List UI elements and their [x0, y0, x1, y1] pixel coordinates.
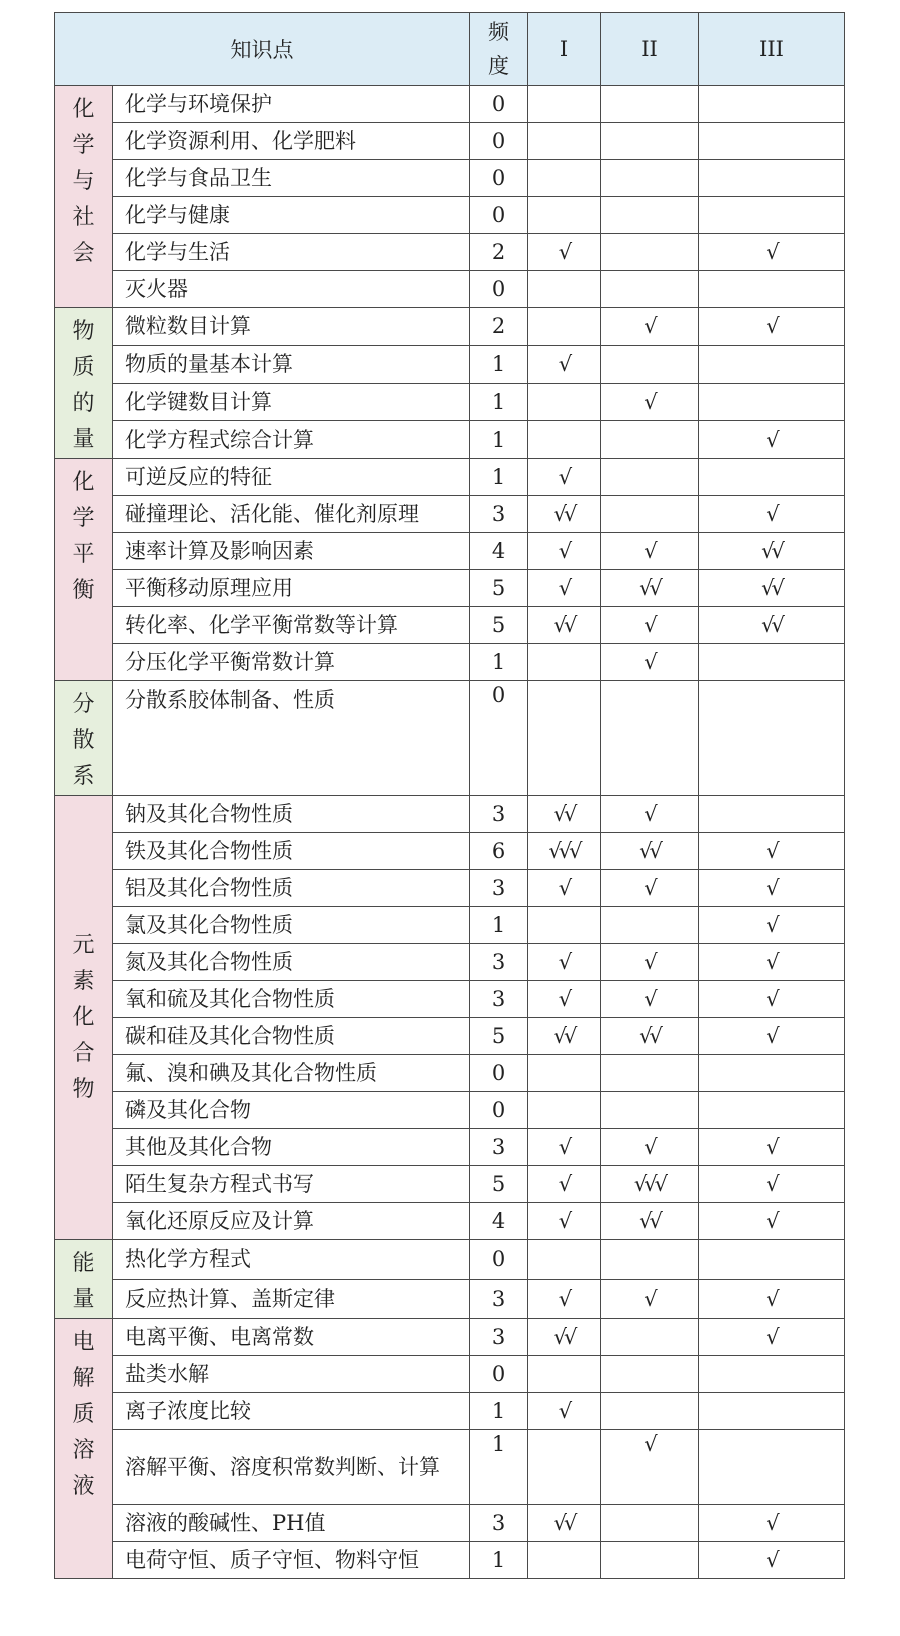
- frequency-cell: 0: [470, 681, 528, 796]
- table-row: [55, 1092, 845, 1129]
- check-cell-1: √√: [528, 1018, 601, 1055]
- check-cell-2: √√: [601, 570, 699, 607]
- frequency-cell: 3: [470, 1319, 528, 1356]
- category-cell: [55, 86, 113, 308]
- category-cell: [55, 1319, 113, 1579]
- topic-cell: 化学与食品卫生: [113, 160, 470, 197]
- frequency-cell: 3: [470, 944, 528, 981]
- check-cell-1: [528, 1430, 601, 1505]
- frequency-cell: 3: [470, 981, 528, 1018]
- frequency-cell: 1: [470, 1430, 528, 1505]
- check-cell-2: √: [601, 870, 699, 907]
- check-cell-2: [601, 234, 699, 271]
- check-cell-1: [528, 197, 601, 234]
- table-row: [55, 197, 845, 234]
- frequency-cell: 1: [470, 907, 528, 944]
- frequency-cell: 3: [470, 870, 528, 907]
- topic-cell: 氧和硫及其化合物性质: [113, 981, 470, 1018]
- check-cell-2: √: [601, 981, 699, 1018]
- check-cell-2: √: [601, 533, 699, 570]
- topic-cell: 速率计算及影响因素: [113, 533, 470, 570]
- check-cell-3: [699, 1430, 845, 1505]
- check-cell-3: [699, 644, 845, 681]
- table-row: [55, 944, 845, 981]
- category-char: 量: [72, 1287, 95, 1312]
- frequency-cell: 0: [470, 123, 528, 160]
- table-body: [55, 86, 845, 1579]
- check-cell-1: √: [528, 981, 601, 1018]
- frequency-cell: 0: [470, 271, 528, 308]
- category-char: 学: [72, 133, 95, 158]
- check-cell-1: √: [528, 1166, 601, 1203]
- frequency-cell: 0: [470, 197, 528, 234]
- check-cell-2: √: [601, 796, 699, 833]
- frequency-cell: 1: [470, 644, 528, 681]
- check-cell-1: [528, 383, 601, 421]
- category-char: 会: [72, 241, 95, 266]
- frequency-cell: 3: [470, 1279, 528, 1319]
- frequency-table-container: [54, 12, 844, 1579]
- check-cell-1: [528, 681, 601, 796]
- topic-cell: 溶解平衡、溶度积常数判断、计算: [113, 1430, 470, 1505]
- check-cell-3: √√: [699, 570, 845, 607]
- frequency-cell: 1: [470, 421, 528, 459]
- check-cell-3: √: [699, 1018, 845, 1055]
- category-char: 化: [72, 97, 95, 122]
- check-cell-1: [528, 1356, 601, 1393]
- check-cell-1: [528, 1092, 601, 1129]
- check-cell-3: √: [699, 308, 845, 346]
- topic-cell: 其他及其化合物: [113, 1129, 470, 1166]
- check-cell-1: √: [528, 1279, 601, 1319]
- topic-cell: 灭火器: [113, 271, 470, 308]
- check-cell-2: √: [601, 383, 699, 421]
- frequency-cell: 5: [470, 1018, 528, 1055]
- category-cell: [55, 1240, 113, 1319]
- check-cell-2: √: [601, 1129, 699, 1166]
- check-cell-1: [528, 123, 601, 160]
- table-row: [55, 496, 845, 533]
- check-cell-2: [601, 123, 699, 160]
- check-cell-1: √: [528, 570, 601, 607]
- frequency-cell: 3: [470, 1129, 528, 1166]
- check-cell-1: [528, 160, 601, 197]
- category-char: 与: [72, 169, 95, 194]
- category-char: 液: [72, 1474, 95, 1499]
- check-cell-3: [699, 271, 845, 308]
- check-cell-1: √: [528, 1203, 601, 1240]
- check-cell-3: [699, 681, 845, 796]
- check-cell-1: [528, 1240, 601, 1280]
- table-row: [55, 160, 845, 197]
- table-row: [55, 383, 845, 421]
- category-cell: [55, 681, 113, 796]
- check-cell-3: √√: [699, 533, 845, 570]
- frequency-cell: 0: [470, 1055, 528, 1092]
- check-cell-2: [601, 1393, 699, 1430]
- check-cell-3: [699, 1393, 845, 1430]
- check-cell-3: [699, 796, 845, 833]
- category-char: 平: [72, 542, 95, 567]
- check-cell-2: [601, 1356, 699, 1393]
- table-row: [55, 1430, 845, 1505]
- table-row: [55, 86, 845, 123]
- check-cell-3: √: [699, 1505, 845, 1542]
- category-char: 的: [72, 391, 95, 416]
- check-cell-2: √: [601, 944, 699, 981]
- table-row: [55, 1166, 845, 1203]
- check-cell-1: [528, 271, 601, 308]
- topic-cell: 离子浓度比较: [113, 1393, 470, 1430]
- check-cell-1: √: [528, 1129, 601, 1166]
- category-char: 学: [72, 506, 95, 531]
- check-cell-1: √: [528, 533, 601, 570]
- check-cell-2: [601, 1542, 699, 1579]
- check-cell-2: [601, 1092, 699, 1129]
- check-cell-1: √: [528, 345, 601, 383]
- topic-cell: 平衡移动原理应用: [113, 570, 470, 607]
- check-cell-2: [601, 907, 699, 944]
- topic-cell: 化学与健康: [113, 197, 470, 234]
- table-row: [55, 345, 845, 383]
- header-frequency: [470, 13, 528, 86]
- check-cell-3: [699, 345, 845, 383]
- check-cell-3: √: [699, 1129, 845, 1166]
- check-cell-1: √: [528, 234, 601, 271]
- table-row: [55, 1356, 845, 1393]
- check-cell-2: √: [601, 644, 699, 681]
- check-cell-1: √: [528, 944, 601, 981]
- category-cell: [55, 796, 113, 1240]
- check-cell-1: √√√: [528, 833, 601, 870]
- frequency-cell: 4: [470, 533, 528, 570]
- check-cell-2: [601, 421, 699, 459]
- check-cell-3: √: [699, 1279, 845, 1319]
- table-row: [55, 644, 845, 681]
- check-cell-3: √: [699, 981, 845, 1018]
- check-cell-2: [601, 496, 699, 533]
- table-row: [55, 459, 845, 496]
- category-char: 能: [72, 1251, 95, 1276]
- topic-cell: 反应热计算、盖斯定律: [113, 1279, 470, 1319]
- topic-cell: 化学键数目计算: [113, 383, 470, 421]
- topic-cell: 碰撞理论、活化能、催化剂原理: [113, 496, 470, 533]
- check-cell-3: √√: [699, 607, 845, 644]
- check-cell-1: [528, 86, 601, 123]
- knowledge-frequency-table: [54, 12, 845, 1579]
- check-cell-3: [699, 197, 845, 234]
- table-row: [55, 1542, 845, 1579]
- check-cell-1: [528, 644, 601, 681]
- topic-cell: 化学资源利用、化学肥料: [113, 123, 470, 160]
- table-row: [55, 870, 845, 907]
- topic-cell: 氟、溴和碘及其化合物性质: [113, 1055, 470, 1092]
- table-row: [55, 533, 845, 570]
- check-cell-2: [601, 345, 699, 383]
- category-char: 素: [72, 968, 95, 994]
- check-cell-3: [699, 1092, 845, 1129]
- check-cell-2: √√√: [601, 1166, 699, 1203]
- frequency-cell: 6: [470, 833, 528, 870]
- check-cell-3: [699, 1240, 845, 1280]
- check-cell-2: [601, 271, 699, 308]
- check-cell-3: √: [699, 833, 845, 870]
- topic-cell: 转化率、化学平衡常数等计算: [113, 607, 470, 644]
- check-cell-2: [601, 197, 699, 234]
- topic-cell: 热化学方程式: [113, 1240, 470, 1280]
- check-cell-3: [699, 123, 845, 160]
- check-cell-1: √: [528, 1393, 601, 1430]
- table-row: [55, 570, 845, 607]
- check-cell-2: √: [601, 607, 699, 644]
- header-col-2: II: [601, 13, 699, 86]
- check-cell-2: √: [601, 1279, 699, 1319]
- table-row: [55, 1279, 845, 1319]
- header-col-1: I: [528, 13, 601, 86]
- frequency-cell: 1: [470, 1542, 528, 1579]
- frequency-cell: 0: [470, 86, 528, 123]
- topic-cell: 电荷守恒、质子守恒、物料守恒: [113, 1542, 470, 1579]
- topic-cell: 盐类水解: [113, 1356, 470, 1393]
- header-col-3: III: [699, 13, 845, 86]
- category-char: 质: [72, 1402, 95, 1427]
- frequency-cell: 1: [470, 345, 528, 383]
- check-cell-3: [699, 86, 845, 123]
- check-cell-2: [601, 459, 699, 496]
- check-cell-2: [601, 1505, 699, 1542]
- check-cell-3: √: [699, 496, 845, 533]
- topic-cell: 磷及其化合物: [113, 1092, 470, 1129]
- category-char: 电: [72, 1330, 95, 1355]
- check-cell-1: √√: [528, 796, 601, 833]
- check-cell-1: [528, 1055, 601, 1092]
- check-cell-1: √√: [528, 496, 601, 533]
- header-topic: 知识点: [55, 13, 470, 86]
- topic-cell: 物质的量基本计算: [113, 345, 470, 383]
- frequency-cell: 0: [470, 1092, 528, 1129]
- frequency-cell: 2: [470, 234, 528, 271]
- category-char: 元: [72, 932, 95, 958]
- frequency-cell: 2: [470, 308, 528, 346]
- topic-cell: 铝及其化合物性质: [113, 870, 470, 907]
- check-cell-1: [528, 1542, 601, 1579]
- check-cell-3: √: [699, 234, 845, 271]
- frequency-cell: 5: [470, 1166, 528, 1203]
- check-cell-2: [601, 86, 699, 123]
- category-char: 分: [72, 692, 95, 717]
- check-cell-2: √: [601, 308, 699, 346]
- category-char: 物: [72, 319, 95, 344]
- check-cell-3: √: [699, 1319, 845, 1356]
- topic-cell: 微粒数目计算: [113, 308, 470, 346]
- table-row: [55, 981, 845, 1018]
- check-cell-3: [699, 383, 845, 421]
- check-cell-1: √: [528, 459, 601, 496]
- check-cell-3: [699, 1356, 845, 1393]
- category-cell: [55, 308, 113, 459]
- check-cell-3: √: [699, 421, 845, 459]
- frequency-cell: 5: [470, 570, 528, 607]
- category-char: 散: [72, 728, 95, 753]
- topic-cell: 碳和硅及其化合物性质: [113, 1018, 470, 1055]
- check-cell-2: √√: [601, 1203, 699, 1240]
- topic-cell: 氧化还原反应及计算: [113, 1203, 470, 1240]
- check-cell-3: [699, 1055, 845, 1092]
- category-char: 量: [72, 427, 95, 452]
- check-cell-1: [528, 421, 601, 459]
- category-char: 衡: [72, 578, 95, 603]
- check-cell-2: [601, 1055, 699, 1092]
- frequency-cell: 0: [470, 1356, 528, 1393]
- topic-cell: 化学与生活: [113, 234, 470, 271]
- table-row: [55, 681, 845, 796]
- table-row: [55, 1505, 845, 1542]
- topic-cell: 电离平衡、电离常数: [113, 1319, 470, 1356]
- table-row: [55, 1319, 845, 1356]
- topic-cell: 分压化学平衡常数计算: [113, 644, 470, 681]
- category-char: 质: [72, 355, 95, 380]
- check-cell-2: [601, 681, 699, 796]
- topic-cell: 氮及其化合物性质: [113, 944, 470, 981]
- check-cell-2: √√: [601, 1018, 699, 1055]
- category-char: 溶: [72, 1438, 95, 1463]
- table-row: [55, 607, 845, 644]
- topic-cell: 陌生复杂方程式书写: [113, 1166, 470, 1203]
- table-row: [55, 123, 845, 160]
- frequency-cell: 3: [470, 796, 528, 833]
- frequency-cell: 0: [470, 160, 528, 197]
- check-cell-2: [601, 160, 699, 197]
- check-cell-1: √√: [528, 607, 601, 644]
- category-cell: [55, 459, 113, 681]
- check-cell-2: [601, 1319, 699, 1356]
- category-char: 物: [72, 1076, 95, 1102]
- table-row: [55, 1018, 845, 1055]
- frequency-cell: 1: [470, 383, 528, 421]
- table-row: [55, 907, 845, 944]
- frequency-cell: 0: [470, 1240, 528, 1280]
- check-cell-3: √: [699, 1542, 845, 1579]
- category-char: 系: [72, 764, 95, 789]
- topic-cell: 钠及其化合物性质: [113, 796, 470, 833]
- check-cell-3: √: [699, 1203, 845, 1240]
- frequency-cell: 5: [470, 607, 528, 644]
- check-cell-3: √: [699, 1166, 845, 1203]
- frequency-cell: 4: [470, 1203, 528, 1240]
- check-cell-2: √: [601, 1430, 699, 1505]
- check-cell-1: √√: [528, 1319, 601, 1356]
- category-char: 合: [72, 1040, 95, 1066]
- table-row: [55, 1203, 845, 1240]
- table-row: [55, 796, 845, 833]
- topic-cell: 化学与环境保护: [113, 86, 470, 123]
- topic-cell: 铁及其化合物性质: [113, 833, 470, 870]
- category-char: 化: [72, 1004, 95, 1030]
- table-row: [55, 271, 845, 308]
- check-cell-2: [601, 1240, 699, 1280]
- category-char: 社: [72, 205, 95, 230]
- check-cell-1: √√: [528, 1505, 601, 1542]
- header-frequency-line1: 频: [488, 20, 509, 44]
- check-cell-3: √: [699, 907, 845, 944]
- table-row: [55, 1240, 845, 1280]
- table-row: [55, 308, 845, 346]
- table-row: [55, 833, 845, 870]
- check-cell-1: [528, 907, 601, 944]
- table-row: [55, 234, 845, 271]
- header-frequency-line2: 度: [488, 54, 509, 78]
- check-cell-1: [528, 308, 601, 346]
- topic-cell: 化学方程式综合计算: [113, 421, 470, 459]
- table-row: [55, 1055, 845, 1092]
- table-row: [55, 1129, 845, 1166]
- category-char: 解: [72, 1366, 95, 1391]
- frequency-cell: 1: [470, 1393, 528, 1430]
- frequency-cell: 3: [470, 496, 528, 533]
- check-cell-1: √: [528, 870, 601, 907]
- topic-cell: 氯及其化合物性质: [113, 907, 470, 944]
- check-cell-2: √√: [601, 833, 699, 870]
- topic-cell: 分散系胶体制备、性质: [113, 681, 470, 796]
- table-row: [55, 1393, 845, 1430]
- frequency-cell: 3: [470, 1505, 528, 1542]
- topic-cell: 溶液的酸碱性、PH值: [113, 1505, 470, 1542]
- check-cell-3: √: [699, 944, 845, 981]
- check-cell-3: √: [699, 870, 845, 907]
- check-cell-3: [699, 160, 845, 197]
- frequency-cell: 1: [470, 459, 528, 496]
- topic-cell: 可逆反应的特征: [113, 459, 470, 496]
- check-cell-3: [699, 459, 845, 496]
- header-row: [55, 13, 845, 86]
- table-row: [55, 421, 845, 459]
- category-char: 化: [72, 470, 95, 495]
